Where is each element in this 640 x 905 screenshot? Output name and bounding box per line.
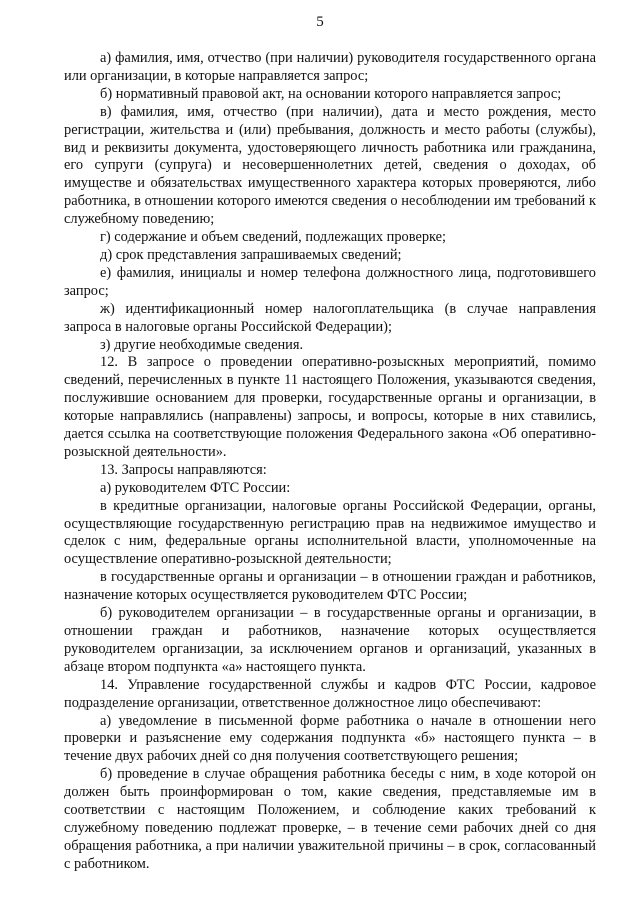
paragraph-13a-1: в кредитные организации, налоговые органы Российской Федерации, органы, осуществляющие государственную регистрацию прав на недвижимое имущество и сделок с ним, федеральные органы исполнительной власти, уполномоченные на осуществление оперативно-розыскной деятельности;: [64, 497, 596, 568]
paragraph-13b: б) руководителем организации – в государственные органы и организации, в отношении граждан и работников, назначение которых осуществляется руководителем организации, за исключением органов и организаций, указанных в абзаце втором подпункта «а» настоящего пункта.: [64, 605, 596, 675]
paragraph-13: 13. Запросы направляются:: [100, 461, 267, 478]
paragraph-11zh: ж) идентификационный номер налогоплательщика (в случае направления запроса в налоговые органы Российской Федерации);: [64, 300, 596, 335]
paragraph-14: 14. Управление государственной службы и кадров ФТС России, кадровое подразделение организации, ответственное должностное лицо обеспечивают:: [64, 676, 596, 711]
paragraph-11a: а) фамилия, имя, отчество (при наличии) руководителя государственного органа или организации, в которые направляется запрос;: [64, 50, 596, 84]
paragraph-11z: з) другие необходимые сведения.: [100, 336, 304, 353]
paragraph-11b: б) нормативный правовой акт, на основании которого направляется запрос;: [100, 85, 562, 102]
paragraph-13a-2: в государственные органы и организации – в отношении граждан и работников, назначение которых осуществляется руководителем ФТС России;: [64, 569, 596, 604]
paragraph-11g: г) содержание и объем сведений, подлежащих проверке;: [100, 229, 447, 246]
document-body: [64, 50, 596, 874]
paragraph-14b: б) проведение в случае обращения работника беседы с ним, в ходе которой он должен быть проинформирован о том, какие сведения, представляемые им в соответствии с настоящим Положением, и соблюдение каких требований к служебному поведению подлежат проверке, – в течение семи рабочих дней со дня обращения работника, а при наличии уважительной причины – в срок, согласованный с работником.: [64, 766, 596, 872]
paragraph-12: 12. В запросе о проведении оперативно-розыскных мероприятий, помимо сведений, перечисленных в пункте 11 настоящего Положения, указываются сведения, послужившие основанием для проверки, государственные органы и организации, в которые направлялись (направлены) запросы, и вопросы, которые в них ставились, дается ссылка на соответствующие положения Федерального закона «Об оперативно-розыскной деятельности».: [64, 354, 596, 460]
paragraph-13a: а) руководителем ФТС России:: [100, 479, 291, 496]
paragraph-14a: а) уведомление в письменной форме работника о начале в отношении него проверки и разъяснение ему содержания подпункта «б» настоящего пункта – в течение двух рабочих дней со дня получения соответствующего решения;: [64, 712, 596, 765]
paragraph-11e: е) фамилия, инициалы и номер телефона должностного лица, подготовившего запрос;: [64, 264, 596, 299]
page-number: 5: [316, 14, 324, 30]
paragraph-11d: д) срок представления запрашиваемых сведений;: [100, 246, 402, 263]
paragraph-11v: в) фамилия, имя, отчество (при наличии), дата и место рождения, место регистрации, жительства и (или) пребывания, должность и место работы (службы), вид и реквизиты документа, удостоверяющего личность работника или гражданина, его супруги (супруга) и несовершеннолетних детей, сведения о доходах, об имуществе и обязательствах имущественного характера которых проверяются, либо работника, в отношении которого имеются сведения о несоблюдении им требований к служебному поведению;: [64, 103, 596, 228]
